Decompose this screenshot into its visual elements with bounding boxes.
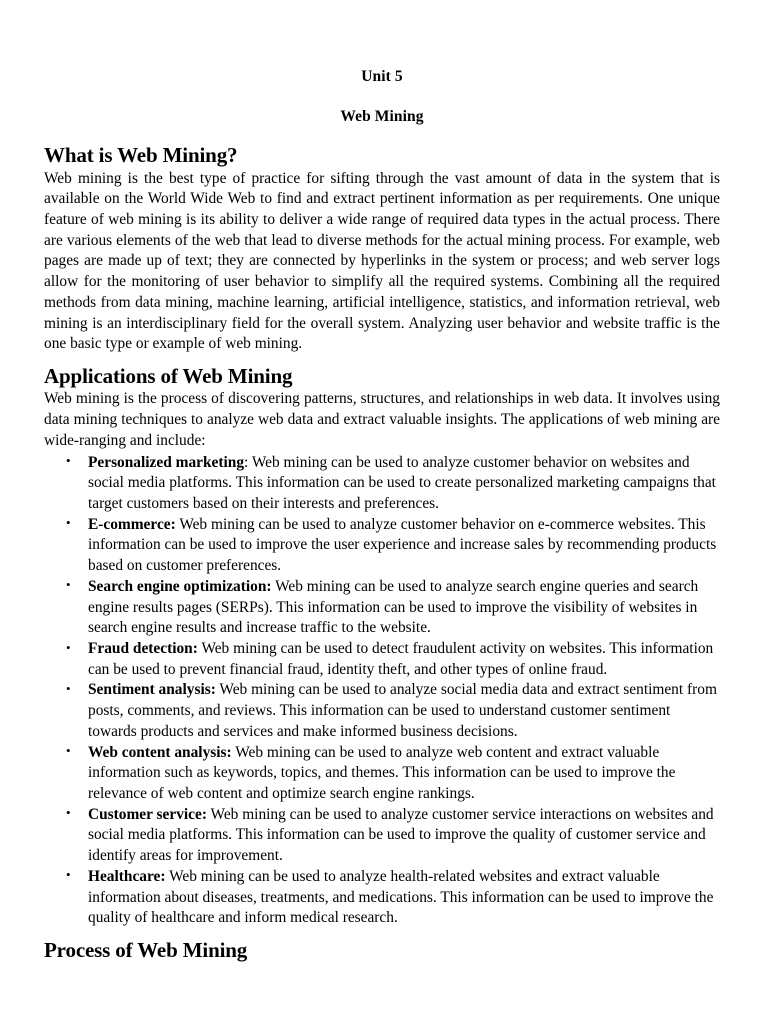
document-subtitle: Web Mining [340, 107, 424, 125]
list-item [66, 515, 720, 577]
list-item [66, 743, 720, 805]
list-item-text: Web mining can be used to analyze health-related websites and extract valuable information about diseases, treatments, and medications. This information can be used to improve the quality of healthcare and inform medical research. [88, 867, 714, 927]
paragraph-what-is-web-mining: Web mining is the best type of practice for sifting through the vast amount of data in the system that is available on the World Wide Web to find and extract pertinent information as per requirements. One unique feature of web mining is its ability to deliver a wide range of required data types in the actual process. There are various elements of the web that lead to diverse methods for the actual mining process. For example, web pages are made up of text; they are connected by hyperlinks in the system or process; and web server logs allow for the monitoring of user behavior to simplify all the required systems. Combining all the required methods from data mining, machine learning, artificial intelligence, statistics, and information retrieval, web mining is an interdisciplinary field for the overall system. Analyzing user behavior and website traffic is the one basic type or example of web mining. [44, 169, 720, 353]
list-item-text: Web mining can be used to analyze search engine queries and search engine results pages (SERPs). This information can be used to improve the visibility of websites in search engine results and increase traffic to the website. [88, 577, 699, 637]
list-item [66, 805, 720, 867]
list-item [66, 867, 720, 929]
list-item-text: Web mining can be used to analyze web content and extract valuable information such as keywords, topics, and themes. This information can be used to improve the relevance of web content and optimize search engine rankings. [88, 743, 676, 803]
list-item-text: Web mining can be used to analyze social media data and extract sentiment from posts, comments, and reviews. This information can be used to understand customer sentiment towards products and services and make informed business decisions. [88, 681, 717, 740]
heading-applications-of-web-mining: Applications of Web Mining [44, 364, 293, 389]
list-item-text: Web mining can be used to analyze customer behavior on websites and social media platforms. This information can be used to create personalized marketing campaigns that target customers based on their interests and preferences. [88, 453, 716, 512]
list-item-lead: Healthcare: [88, 867, 166, 885]
list-item-lead: Web content analysis: [88, 743, 232, 761]
paragraph-applications-intro: Web mining is the process of discovering patterns, structures, and relationships in web data. It involves using data mining techniques to analyze web data and extract valuable insights. The applications of web mining are wide-ranging and include: [44, 390, 720, 449]
list-item [66, 680, 720, 742]
list-item-separator: : [244, 453, 252, 471]
heading-what-is-web-mining: What is Web Mining? [44, 143, 238, 168]
applications-list [44, 453, 720, 930]
list-item-lead: Sentiment analysis: [88, 681, 216, 699]
list-item-lead: Customer service: [88, 805, 207, 823]
list-item-lead: Fraud detection: [88, 640, 198, 657]
list-item [66, 453, 720, 515]
list-item-text: Web mining can be used to analyze customer behavior on e-commerce websites. This information can be used to improve the user experience and increase sales by recommending products based on customer preferences. [88, 515, 717, 575]
list-item-lead: E-commerce: [88, 515, 176, 533]
list-item-text: Web mining can be used to detect fraudulent activity on websites. This information can be used to prevent financial fraud, identity theft, and other types of online fraud. [88, 640, 714, 678]
list-item [66, 577, 720, 639]
list-item-lead: Search engine optimization: [88, 577, 272, 595]
list-item [66, 639, 720, 680]
list-item-text: Web mining can be used to analyze customer service interactions on websites and social media platforms. This information can be used to improve the quality of customer service and identify areas for improvement. [88, 805, 714, 865]
heading-process-of-web-mining: Process of Web Mining [44, 938, 248, 963]
list-item-lead: Personalized marketing [88, 453, 245, 471]
document-title: Unit 5 [361, 68, 403, 85]
